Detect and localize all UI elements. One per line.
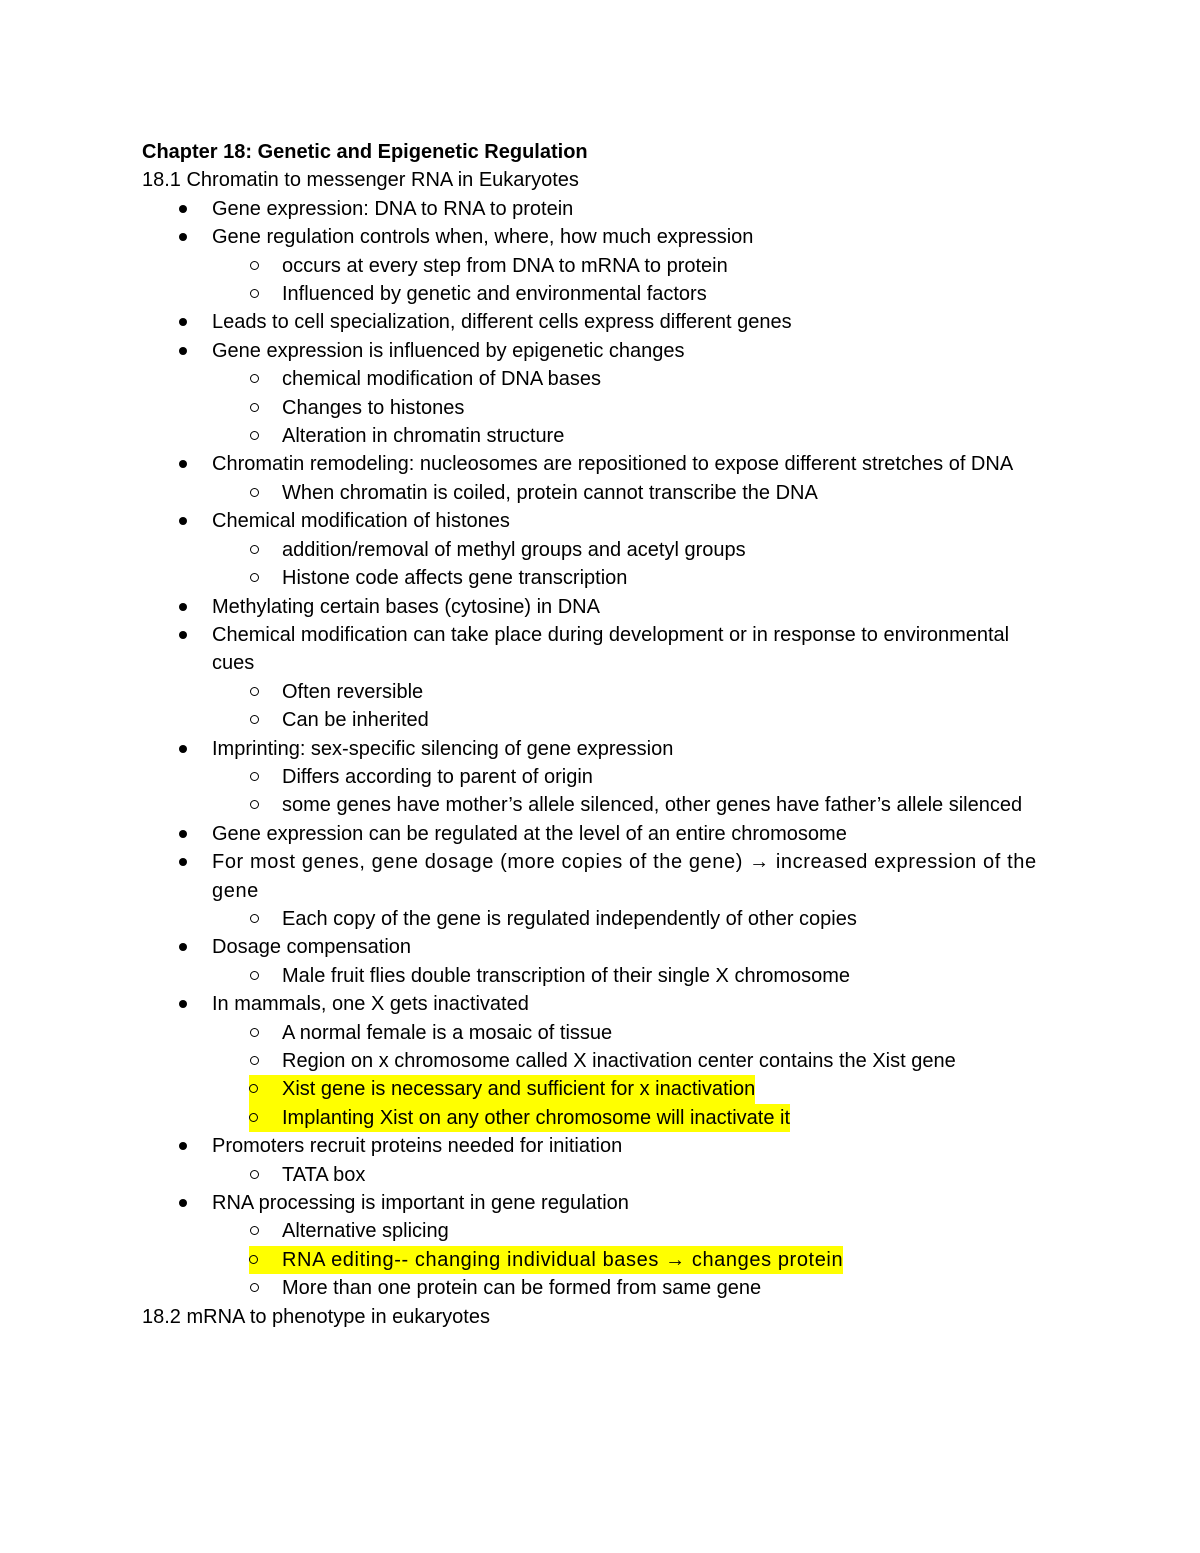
bullet-item — [142, 450, 1042, 507]
bullet-item — [142, 1189, 1042, 1303]
bullet-circle-icon — [250, 289, 259, 298]
sub-bullet-text: Alternative splicing — [282, 1220, 449, 1243]
bullet-circle-icon — [250, 374, 259, 383]
sub-list — [212, 365, 1042, 450]
bullet-circle-icon — [250, 1170, 259, 1179]
sub-bullet-item — [142, 252, 1042, 280]
bullet-item — [142, 933, 1042, 990]
sub-bullet-text: TATA box — [282, 1163, 366, 1186]
highlighted-text — [249, 1075, 755, 1103]
bullet-circle-icon — [250, 403, 259, 412]
bullet-circle-icon — [250, 687, 259, 696]
highlighted-text — [249, 1246, 843, 1274]
sub-bullet-item — [142, 564, 1042, 592]
sub-bullet-item — [142, 536, 1042, 564]
sub-bullet-text: chemical modification of DNA bases — [282, 368, 602, 391]
bullet-disc-icon — [179, 347, 187, 355]
sub-bullet-item — [142, 1217, 1042, 1245]
bullet-disc-icon — [179, 1142, 187, 1150]
bullet-disc-icon — [179, 943, 187, 951]
sub-bullet-item — [142, 1246, 1042, 1274]
bullet-circle-icon — [250, 1056, 259, 1065]
sub-bullet-text: occurs at every step from DNA to mRNA to protein — [282, 254, 728, 277]
sub-bullet-item — [142, 1075, 1042, 1103]
bullet-item — [142, 195, 1042, 223]
bullet-text: Gene expression: DNA to RNA to protein — [212, 197, 574, 220]
sub-list — [212, 1019, 1042, 1133]
sub-list — [212, 479, 1042, 507]
sub-bullet-text: addition/removal of methyl groups and acetyl groups — [282, 538, 746, 561]
chapter-title: Chapter 18: Genetic and Epigenetic Regulation — [142, 141, 588, 163]
sub-bullet-item — [142, 1019, 1042, 1047]
bullet-circle-icon — [250, 1226, 259, 1235]
bullet-item — [142, 223, 1042, 308]
bullet-item — [142, 308, 1042, 336]
sub-bullet-text: Male fruit flies double transcription of their single X chromosome — [282, 964, 851, 987]
sub-bullet-text: Implanting Xist on any other chromosome will inactivate it — [282, 1106, 791, 1129]
sub-list — [212, 536, 1042, 593]
bullet-text: Chemical modification can take place during development or in response to environmental cues — [212, 623, 1010, 675]
bullet-circle-icon — [250, 431, 259, 440]
bullet-text: In mammals, one X gets inactivated — [212, 993, 529, 1016]
bullet-text: For most genes, gene dosage (more copies of the gene) → increased expression of the gene — [212, 851, 1037, 902]
sub-list — [212, 678, 1042, 735]
bullet-disc-icon — [179, 460, 187, 468]
bullet-item — [142, 507, 1042, 592]
section-heading-18-2: 18.2 mRNA to phenotype in eukaryotes — [142, 1305, 490, 1328]
bullet-disc-icon — [179, 858, 187, 866]
bullet-circle-icon — [250, 261, 259, 270]
bullet-disc-icon — [179, 745, 187, 753]
bullet-disc-icon — [179, 205, 187, 213]
bullet-text: Promoters recruit proteins needed for initiation — [212, 1135, 623, 1158]
bullet-circle-icon — [250, 573, 259, 582]
sub-bullet-item — [142, 1104, 1042, 1132]
sub-bullet-text: Xist gene is necessary and sufficient for x inactivation — [282, 1078, 756, 1101]
sub-bullet-text: Region on x chromosome called X inactivation center contains the Xist gene — [282, 1050, 956, 1072]
sub-bullet-item — [142, 905, 1042, 933]
outline-list — [142, 195, 1042, 1303]
bullet-text: Methylating certain bases (cytosine) in DNA — [212, 595, 600, 618]
bullet-item — [142, 1132, 1042, 1189]
bullet-text: Gene expression is influenced by epigenetic changes — [212, 339, 685, 362]
sub-list — [212, 905, 1042, 933]
sub-bullet-item — [142, 394, 1042, 422]
sub-bullet-item — [142, 1274, 1042, 1302]
sub-bullet-item — [142, 280, 1042, 308]
bullet-disc-icon — [179, 517, 187, 525]
bullet-text: Chemical modification of histones — [212, 510, 510, 533]
highlighted-text — [249, 1104, 790, 1132]
bullet-disc-icon — [179, 233, 187, 241]
sub-list — [212, 1217, 1042, 1302]
bullet-text: RNA processing is important in gene regulation — [212, 1192, 629, 1215]
sub-bullet-item — [142, 1047, 1042, 1075]
bullet-text: Chromatin remodeling: nucleosomes are repositioned to expose different stretches of DNA — [212, 453, 1014, 476]
bullet-disc-icon — [179, 603, 187, 611]
bullet-disc-icon — [179, 631, 187, 639]
bullet-circle-icon — [250, 1028, 259, 1037]
sub-bullet-item — [142, 365, 1042, 393]
bullet-circle-icon — [249, 1084, 258, 1093]
sub-list — [212, 962, 1042, 990]
sub-list — [212, 763, 1042, 820]
bullet-item — [142, 621, 1042, 735]
bullet-circle-icon — [250, 772, 259, 781]
sub-bullet-text: Differs according to parent of origin — [282, 765, 593, 788]
bullet-circle-icon — [250, 914, 259, 923]
bullet-circle-icon — [250, 971, 259, 980]
bullet-circle-icon — [249, 1113, 258, 1122]
bullet-disc-icon — [179, 1000, 187, 1008]
sub-bullet-item — [142, 422, 1042, 450]
bullet-circle-icon — [249, 1255, 258, 1264]
bullet-item — [142, 593, 1042, 621]
sub-bullet-text: Influenced by genetic and environmental factors — [282, 283, 707, 306]
sub-bullet-text: A normal female is a mosaic of tissue — [282, 1021, 613, 1044]
bullet-circle-icon — [250, 715, 259, 724]
bullet-text: Dosage compensation — [212, 936, 412, 959]
sub-list — [212, 252, 1042, 309]
document-page — [142, 138, 1042, 1331]
sub-bullet-item — [142, 791, 1042, 819]
sub-bullet-text: When chromatin is coiled, protein cannot transcribe the DNA — [282, 481, 818, 504]
sub-bullet-text: some genes have mother’s allele silenced, other genes have father’s allele silenced — [282, 794, 1023, 817]
sub-bullet-text: Changes to histones — [282, 396, 465, 419]
sub-bullet-text: Often reversible — [282, 680, 424, 703]
sub-bullet-item — [142, 962, 1042, 990]
bullet-circle-icon — [250, 488, 259, 497]
sub-bullet-item — [142, 763, 1042, 791]
sub-bullet-text: Each copy of the gene is regulated independently of other copies — [282, 907, 857, 930]
bullet-item — [142, 990, 1042, 1132]
bullet-item — [142, 820, 1042, 848]
bullet-text: Imprinting: sex-specific silencing of gene expression — [212, 737, 674, 760]
sub-bullet-text: More than one protein can be formed from same gene — [282, 1277, 762, 1300]
bullet-item — [142, 337, 1042, 451]
bullet-disc-icon — [179, 830, 187, 838]
sub-list — [212, 1161, 1042, 1189]
section-heading-18-1: 18.1 Chromatin to messenger RNA in Eukaryotes — [142, 169, 579, 192]
bullet-circle-icon — [250, 545, 259, 554]
sub-bullet-text: RNA editing-- changing individual bases → changes protein — [282, 1248, 844, 1271]
sub-bullet-text: Histone code affects gene transcription — [282, 567, 628, 590]
sub-bullet-item — [142, 1161, 1042, 1189]
sub-bullet-text: Can be inherited — [282, 709, 429, 732]
bullet-text: Gene expression can be regulated at the level of an entire chromosome — [212, 822, 847, 845]
sub-bullet-item — [142, 678, 1042, 706]
bullet-disc-icon — [179, 318, 187, 326]
bullet-text: Gene regulation controls when, where, how much expression — [212, 226, 754, 249]
sub-bullet-item — [142, 706, 1042, 734]
bullet-circle-icon — [250, 800, 259, 809]
bullet-circle-icon — [250, 1283, 259, 1292]
sub-bullet-text: Alteration in chromatin structure — [282, 425, 565, 448]
bullet-item — [142, 848, 1042, 933]
bullet-text: Leads to cell specialization, different cells express different genes — [212, 311, 792, 334]
sub-bullet-item — [142, 479, 1042, 507]
bullet-item — [142, 735, 1042, 820]
bullet-disc-icon — [179, 1199, 187, 1207]
